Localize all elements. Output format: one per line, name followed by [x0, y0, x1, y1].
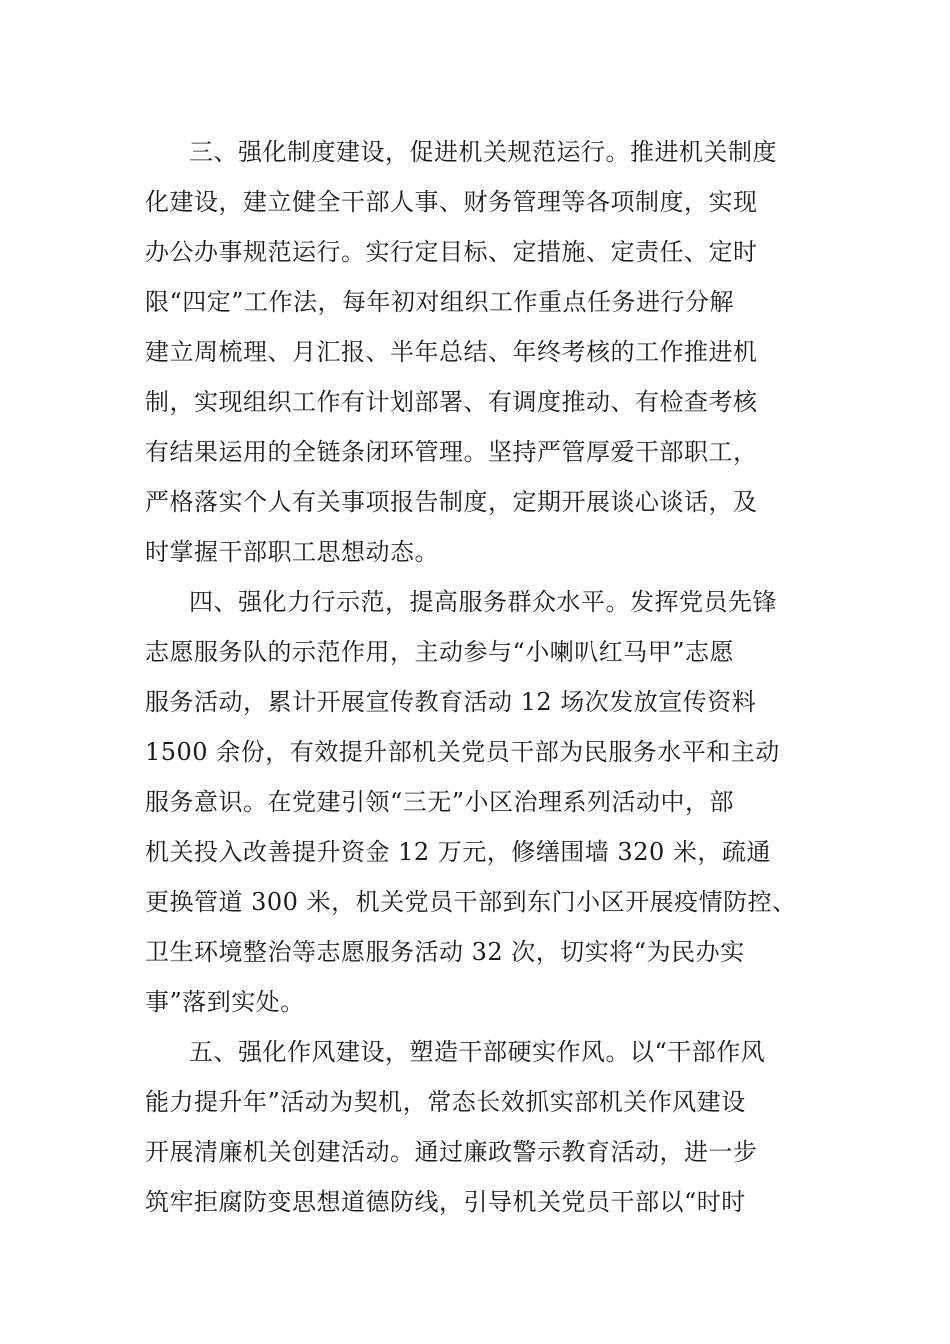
paragraph-4-service-demonstration: [145, 577, 810, 1027]
text-line: 卫生环境整治等志愿服务活动 32 次，切实将“为民办实: [145, 938, 745, 966]
paragraph-5-work-style: [145, 1027, 810, 1227]
text-line: 志愿服务队的示范作用，主动参与“小喇叭红马甲”志愿: [145, 638, 735, 666]
text-line: 严格落实个人有关事项报告制度，定期开展谈心谈话，及: [145, 488, 758, 516]
text-line: 服务意识。在党建引领“三无”小区治理系列活动中，部: [145, 788, 735, 816]
paragraph-3-institution-building: [145, 127, 810, 577]
text-line: 三、强化制度建设，促进机关规范运行。推进机关制度: [189, 138, 777, 166]
text-line: 时掌握干部职工思想动态。: [145, 538, 439, 566]
text-line: 事”落到实处。: [145, 988, 305, 1016]
text-line: 服务活动，累计开展宣传教育活动 12 场次发放宣传资料: [145, 688, 757, 716]
text-line: 化建设，建立健全干部人事、财务管理等各项制度，实现: [145, 188, 758, 216]
text-line: 更换管道 300 米，机关党员干部到东门小区开展疫情防控、: [145, 888, 797, 916]
text-line: 建立周梳理、月汇报、半年总结、年终考核的工作推进机: [145, 338, 758, 366]
text-line: 五、强化作风建设，塑造干部硬实作风。以“干部作风: [189, 1038, 766, 1066]
text-line: 1500 余份，有效提升部机关党员干部为民服务水平和主动: [145, 738, 780, 766]
document-body: [145, 127, 810, 1227]
text-line: 机关投入改善提升资金 12 万元，修缮围墙 320 米，疏通: [145, 838, 771, 866]
text-line: 制，实现组织工作有计划部署、有调度推动、有检查考核: [145, 388, 758, 416]
text-line: 开展清廉机关创建活动。通过廉政警示教育活动，进一步: [145, 1138, 758, 1166]
text-line: 能力提升年”活动为契机，常态长效抓实部机关作风建设: [145, 1088, 746, 1116]
text-line: 办公办事规范运行。实行定目标、定措施、定责任、定时: [145, 238, 758, 266]
text-line: 有结果运用的全链条闭环管理。坚持严管厚爱干部职工，: [145, 438, 758, 466]
text-line: 筑牢拒腐防变思想道德防线，引导机关党员干部以“时时: [145, 1188, 746, 1216]
text-line: 限“四定”工作法，每年初对组织工作重点任务进行分解: [145, 288, 735, 316]
text-line: 四、强化力行示范，提高服务群众水平。发挥党员先锋: [189, 588, 777, 616]
